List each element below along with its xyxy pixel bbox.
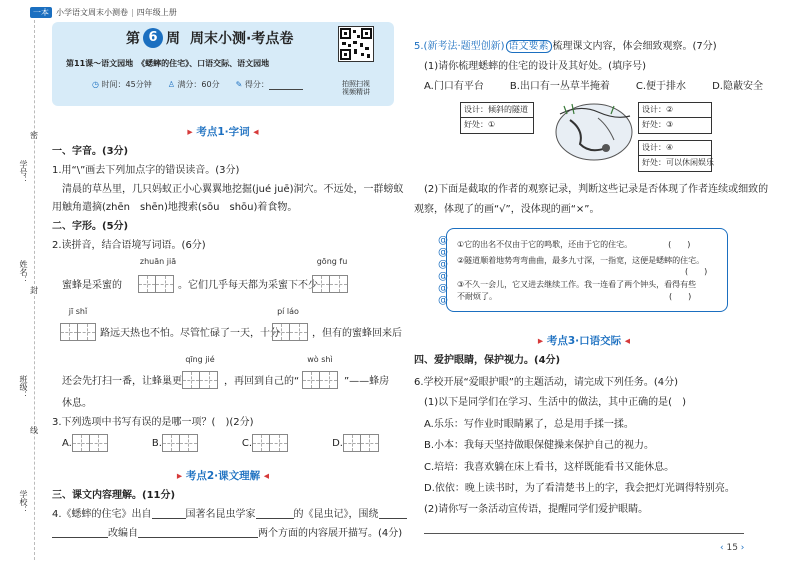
q5-1-prompt: (1)请你梳理蟋蟀的住宅的设计及其好处。(填序号) — [424, 61, 646, 72]
answer-grid-qingjie[interactable] — [182, 371, 218, 389]
section-heading-3: ▸ 考点3·口语交际 ◂ — [537, 335, 631, 347]
q6-option-b: B.小本：我每天坚持做眼保健操来保护自己的视力。 — [424, 440, 655, 451]
q2-sentence-1a: 蜜蜂是采蜜的 — [62, 280, 122, 291]
q1-passage-line-1: 清晨的草丛里，几只妈蚁正小心翼翼地挖掘(jué juē)洞穴。不远处，一群螃蚁 — [62, 184, 404, 195]
person-icon: ♙ — [167, 80, 175, 89]
title-card — [52, 22, 394, 106]
q3-options — [62, 434, 379, 452]
seal-char-feng: 封 — [30, 286, 38, 295]
q5-2-line-1: (2)下面是截取的作者的观察记录，判断这些记录是否体现了作者连续或细致的 — [424, 184, 769, 195]
spiral-binding-icon: @ @ @ @ @ @ — [438, 235, 448, 306]
pinyin-gongfu: gōng fu — [316, 257, 348, 266]
q6-1-prompt: (1)以下是同学们在学习、生活中的做法，其中正确的是( ) — [424, 397, 686, 408]
qr-code-icon[interactable] — [338, 26, 374, 62]
q6-prompt: 6.学校开展“爱眼护眼”的主题活动，请完成下列任务。(4分) — [414, 377, 679, 388]
page-number: ‹ 15 › — [720, 543, 745, 553]
design-box-1: 设计：倾斜的隧道 好处：① — [460, 102, 534, 134]
q5-2-line-2: 观察，体现了的画“√”，没体现的画“×”。 — [414, 204, 600, 215]
q2-sentence-2b: ，但有的蜜蜂回来后 — [312, 328, 402, 339]
school-label: 学校： — [19, 490, 28, 514]
q5-options — [424, 80, 763, 93]
answer-grid-zhuanjia[interactable] — [138, 275, 174, 293]
blank-scientist[interactable] — [256, 508, 294, 519]
answer-grid-gongfu[interactable] — [312, 275, 348, 293]
q3-option-d[interactable]: D. — [332, 434, 379, 452]
answer-grid-woshi[interactable] — [302, 371, 338, 389]
q3-option-c[interactable]: C. — [242, 434, 288, 452]
seal-char-mi: 密 — [30, 131, 38, 140]
design-box-2: 设计：② 好处：③ — [638, 102, 712, 134]
student-number-label: 学号： — [19, 160, 28, 184]
brand-badge: 一本 — [30, 7, 52, 18]
week-suffix: 周 — [166, 31, 180, 47]
clock-icon: ◷ — [92, 80, 99, 89]
q4-line-1: 4.《蟋蟀的住宅》出自 国著名昆虫学家 的《昆虫记》，围绕 — [52, 508, 407, 521]
design-box-3: 设计：④ 好处：可以休闲娱乐 — [638, 140, 712, 172]
q3-prompt: 3.下列选项中书写有误的是哪一项？( )(2分) — [52, 417, 254, 428]
pinyin-qingjie: qīng jié — [185, 355, 215, 364]
blank-content-2[interactable] — [138, 527, 258, 538]
q1-heading: 一、字音。(3分) — [52, 146, 129, 157]
quiz-title: 周末小测·考点卷 — [190, 31, 294, 47]
pinyin-zhuanjia: zhuān jiā — [139, 257, 177, 266]
answer-grid-pilao[interactable] — [272, 323, 308, 341]
student-name-label: 姓名： — [19, 260, 28, 284]
week-title — [126, 28, 293, 48]
section-heading-2: ▸ 考点2·课文理解 ◂ — [176, 470, 270, 482]
full-score: ♙ 满分：60分 — [167, 80, 220, 89]
q6-2-prompt: (2)请你写一条活动宣传语，提醒同学们爱护眼睛。 — [424, 504, 649, 515]
observation-notes-box — [438, 228, 728, 312]
q2-sentence-3b: ，再回到自己的“ — [224, 376, 300, 387]
q6-2-answer-line[interactable] — [424, 533, 744, 534]
grade-label: 四年级上册 — [136, 7, 177, 17]
q1-1-prompt: 1.用“\”画去下列加点字的错误读音。(3分) — [52, 165, 240, 176]
time-limit: ◷ 时间：45分钟 — [92, 80, 152, 89]
qr-caption: 拍照扫视 视频精讲 — [342, 80, 370, 96]
q6-heading: 四、爱护眼睛，保护视力。(4分) — [414, 355, 561, 366]
q5-option-d: D.隐蔽安全 — [712, 81, 763, 92]
exam-meta — [92, 79, 303, 90]
q6-option-a: A.乐乐：写作业时眼睛累了，总是用手揉一揉。 — [424, 419, 634, 430]
week-number-badge: 6 — [143, 28, 163, 48]
score-field: ✎ 得分： — [236, 79, 303, 90]
q4-line-2: 改编自 两个方面的内容展开描写。(4分) — [52, 527, 402, 540]
pinyin-woshi: wò shì — [307, 355, 333, 364]
q5-option-a: A.门口有平台 — [424, 81, 484, 92]
note-3-cont: 不耐烦了。 ( ) — [457, 292, 692, 301]
chevron-right-icon: › — [737, 543, 745, 553]
q2-sentence-3a: 还会先打扫一番，让蜂巢更 — [62, 376, 182, 387]
q2-sentence-3d: 休息。 — [62, 398, 92, 409]
q3-option-b[interactable]: B. — [152, 434, 198, 452]
note-2-paren[interactable]: ( ) — [685, 267, 708, 276]
section-heading-1: ▸ 考点1·字词 ◂ — [187, 126, 259, 138]
unit-subtitle: 第11课～语文园地 《蟋蟀的住宅》、口语交际、语文园地 — [66, 59, 270, 68]
page-header: 一本 小学语文周末小测卷 | 四年级上册 — [30, 6, 177, 18]
q6-option-c: C.培培：我喜欢躺在床上看书，这样既能看书又能休息。 — [424, 462, 675, 473]
q6-option-d: D.依依：晚上读书时，为了看清楚书上的字，我会把灯光调得特别亮。 — [424, 483, 735, 494]
pinyin-jishi: jī shǐ — [68, 307, 88, 316]
q2-heading: 二、字形。(5分) — [52, 221, 129, 232]
blank-topic[interactable] — [379, 508, 407, 519]
tag-chinese-elements: 语文要素 — [506, 40, 552, 53]
blank-content-1[interactable] — [52, 527, 108, 538]
q5-option-b: B.出口有一丛草半掩着 — [509, 81, 610, 92]
q3-option-a[interactable]: A. — [62, 434, 108, 452]
note-1: ①它的出名不仅由于它的鸣歌，还由于它的住宅。 ( ) — [457, 240, 691, 249]
series-name: 小学语文周末小测卷 — [56, 7, 128, 17]
cricket-burrow-illustration — [550, 96, 634, 164]
q5-heading: 5.(新考法·题型创新) 语文要素 梳理课文内容，体会细致观察。(7分) — [414, 41, 717, 52]
week-prefix: 第 — [126, 31, 140, 47]
pinyin-pilao: pí láo — [277, 307, 299, 316]
q2-sentence-3c: ”——蜂房 — [344, 376, 390, 387]
q4-heading: 三、课文内容理解。(11分) — [52, 490, 176, 501]
q2-sentence-2a: 路远天热也不怕。尽管忙碌了一天，十分 — [100, 328, 280, 339]
q5-option-c: C.便于排水 — [635, 81, 687, 92]
class-label: 班级： — [19, 375, 28, 399]
note-2: ②隧道顺着地势弯弯曲曲，最多九寸深，一指宽，这便是蟋蟀的住宅。 — [457, 256, 705, 265]
q2-sentence-1b: 。它们几乎每天都为采蜜下不少 — [178, 280, 318, 291]
seal-char-xian: 线 — [30, 426, 38, 435]
note-3: ③不久一会儿，它又进去继续工作。我一连看了两个钟头，看得有些 — [457, 280, 697, 289]
q1-passage-line-2: 用触角遣摘(zhēn shēn)地搜索(sōu shōu)着食物。 — [52, 202, 298, 213]
chevron-left-icon: ‹ — [720, 543, 727, 553]
pencil-icon: ✎ — [235, 80, 243, 89]
q2-1-prompt: 2.读拼音，结合语境写词语。(6分) — [52, 240, 206, 251]
answer-grid-jishi[interactable] — [60, 323, 96, 341]
blank-country[interactable] — [152, 508, 186, 519]
